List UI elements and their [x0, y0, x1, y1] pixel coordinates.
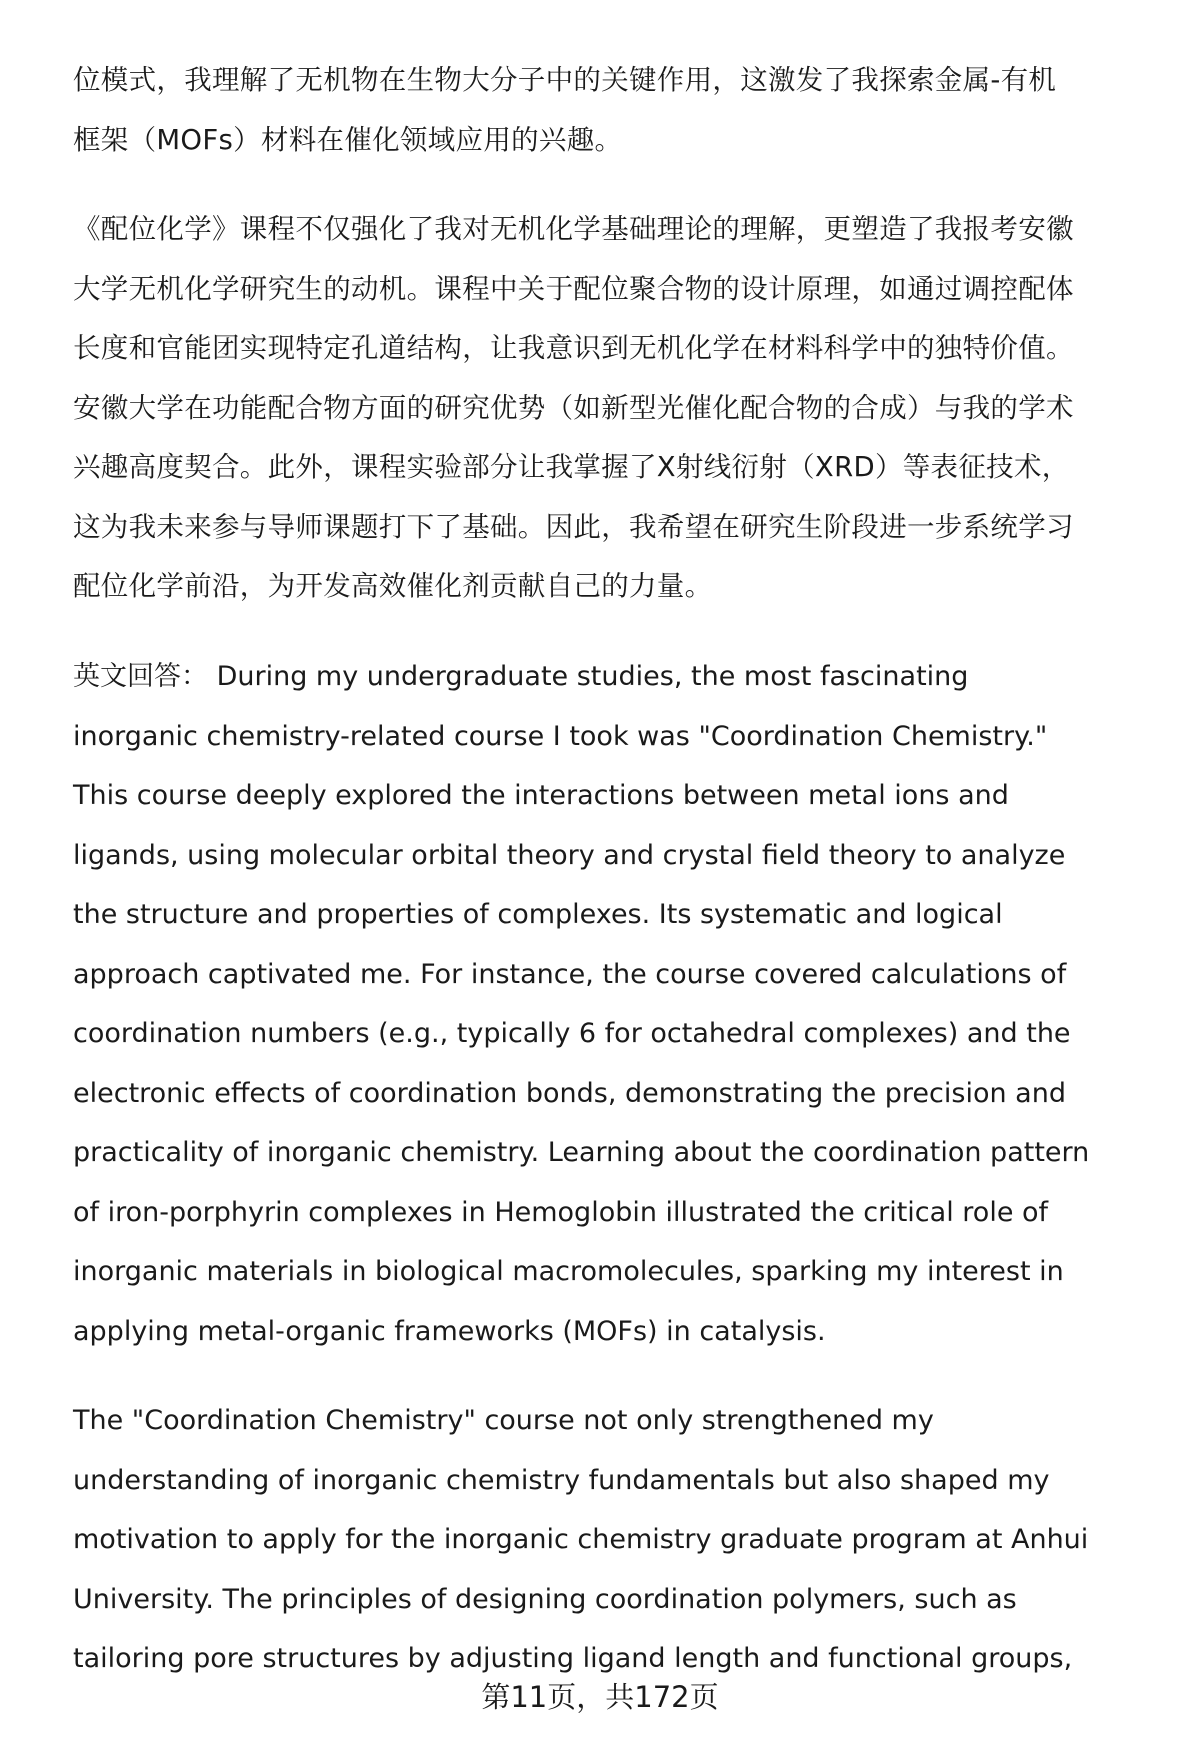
text-line: electronic effects of coordination bonds, demonstrating the precision and [73, 1077, 1066, 1109]
paragraph-english-2 [73, 1391, 1153, 1689]
text-line: The "Coordination Chemistry" course not only strengthened my [73, 1405, 934, 1436]
text-line: 配位化学前沿，为开发高效催化剂贡献自己的力量。 [73, 570, 713, 602]
page-number: 第11页，共172页 [481, 1680, 719, 1714]
text-line: inorganic materials in biological macromolecules, sparking my interest in [73, 1256, 1064, 1287]
text-line: 《配位化学》课程不仅强化了我对无机化学基础理论的理解，更塑造了我报考安徽 [73, 213, 1074, 245]
text-line: 安徽大学在功能配合物方面的研究优势（如新型光催化配合物的合成）与我的学术 [73, 391, 1074, 424]
paragraph-english-1 [73, 647, 1153, 1361]
text-line: tailoring pore structures by adjusting ligand length and functional groups, [73, 1643, 1073, 1674]
text-line: 英文回答： During my undergraduate studies, the most fascinating [73, 661, 969, 692]
text-line: the structure and properties of complexes. Its systematic and logical [73, 899, 1003, 930]
text-line: practicality of inorganic chemistry. Learning about the coordination pattern [73, 1137, 1090, 1168]
text-line: ligands, using molecular orbital theory and crystal field theory to analyze [73, 839, 1066, 871]
text-line: coordination numbers (e.g., typically 6 for octahedral complexes) and the [73, 1018, 1071, 1049]
paragraph-chinese-2 [73, 200, 1153, 617]
text-line: 长度和官能团实现特定孔道结构，让我意识到无机化学在材料科学中的独特价值。 [73, 332, 1074, 364]
text-line: inorganic chemistry-related course I took was "Coordination Chemistry." [73, 720, 1048, 752]
text-line: of iron-porphyrin complexes in Hemoglobin illustrated the critical role of [73, 1196, 1049, 1228]
text-line: approach captivated me. For instance, the course covered calculations of [73, 958, 1067, 990]
text-line: 这为我未来参与导师课题打下了基础。因此，我希望在研究生阶段进一步系统学习 [73, 510, 1074, 543]
text-line: University. The principles of designing coordination polymers, such as [73, 1583, 1017, 1615]
text-line: motivation to apply for the inorganic chemistry graduate program at Anhui [73, 1524, 1089, 1555]
text-line: 位模式，我理解了无机物在生物大分子中的关键作用，这激发了我探索金属-有机 [73, 64, 1057, 96]
text-line: 框架（MOFs）材料在催化领域应用的兴趣。 [73, 123, 623, 156]
text-line: 兴趣高度契合。此外，课程实验部分让我掌握了X射线衍射（XRD）等表征技术， [73, 451, 1070, 483]
text-line: This course deeply explored the interactions between metal ions and [73, 780, 1009, 811]
text-line: applying metal-organic frameworks (MOFs) in catalysis. [73, 1315, 826, 1347]
text-line: 大学无机化学研究生的动机。课程中关于配位聚合物的设计原理，如通过调控配体 [73, 272, 1074, 305]
paragraph-chinese-1 [73, 51, 1153, 170]
text-line: understanding of inorganic chemistry fundamentals but also shaped my [73, 1464, 1050, 1496]
